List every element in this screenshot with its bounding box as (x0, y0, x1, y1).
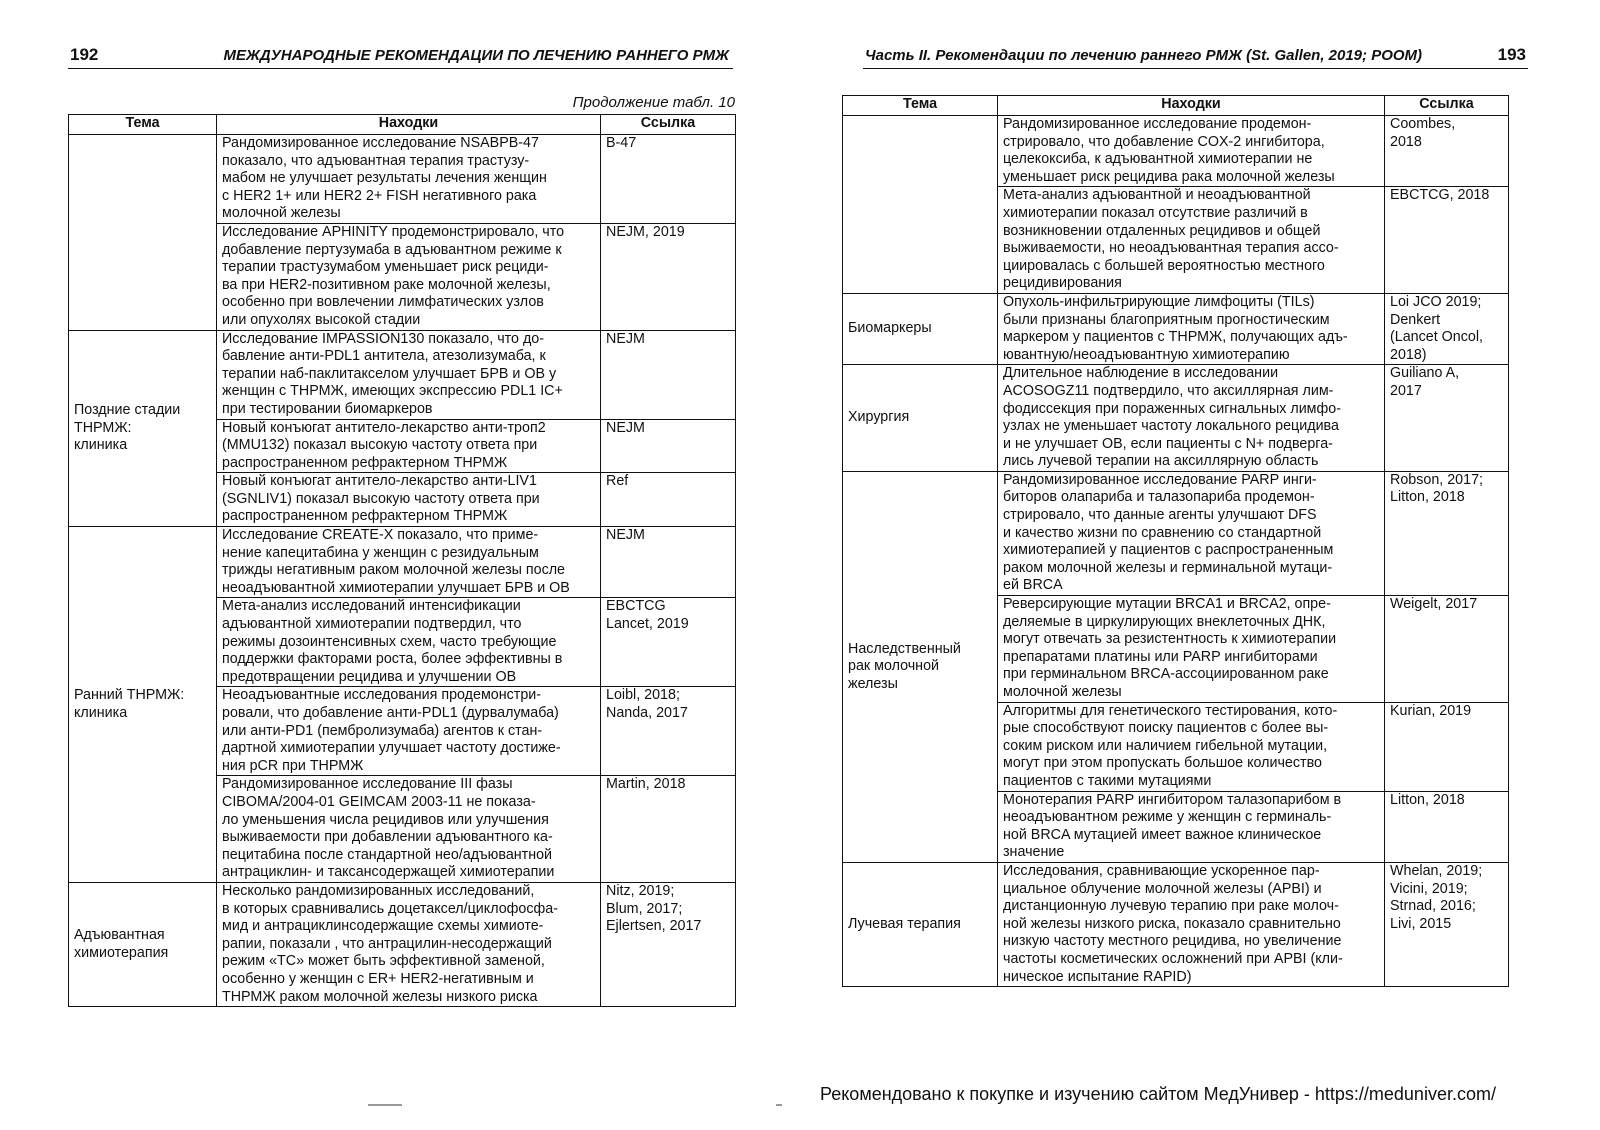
finding-cell (217, 419, 601, 473)
table-row (69, 882, 736, 1006)
reference-cell (601, 882, 736, 1006)
finding-line: Новый конъюгат антитело-лекарство анти-троп2 (222, 419, 546, 436)
finding-line: рые способствуют поиску пациентов с более вы- (1003, 720, 1329, 737)
topic-cell (843, 471, 998, 862)
finding-line: ническое испытание RAPID) (1003, 968, 1192, 985)
finding-line: стрировало, что добавление COX-2 ингибитора, (1003, 133, 1325, 150)
finding-cell (217, 882, 601, 1006)
reference-line: 2018) (1390, 346, 1427, 363)
finding-cell (998, 293, 1385, 364)
reference-line: (Lancet Oncol, (1390, 329, 1483, 346)
finding-line: Мета-анализ исследований интенсификации (222, 598, 521, 615)
finding-line: женщин с ТНРМЖ, имеющих экспрессию PDL1 IC+ (222, 383, 563, 400)
finding-line: (SGNLIV1) показал высокую частоту ответа при (222, 490, 540, 507)
finding-line: возникновении отдаленных рецидивов и общей (1003, 222, 1321, 239)
finding-line: или опухолях высокой стадии (222, 311, 421, 328)
table-header-row (843, 96, 1509, 116)
topic-cell (843, 862, 998, 986)
right-running-title: Часть II. Рекомендации по лечению раннего РМЖ (St. Gallen, 2019; POOM) (865, 47, 1423, 64)
finding-cell (998, 791, 1385, 862)
topic-header: Тема (69, 115, 217, 135)
finding-line: химиотерапии показал отсутствие различий в (1003, 204, 1308, 221)
findings-header: Находки (217, 115, 601, 135)
finding-line: рапии, показали , что антрацилин-несодержащий (222, 935, 552, 952)
finding-line: ювантную/неоадъювантную химиотерапию (1003, 346, 1290, 363)
finding-cell (217, 330, 601, 419)
topic-cell (69, 135, 217, 331)
finding-line: препаратами платины или PARP ингибиторами (1003, 648, 1318, 665)
finding-line: или анти-PD1 (пембролизумаба) агентов к стан- (222, 722, 543, 739)
finding-line: мид и антрациклинсодержащие схемы химиоте- (222, 918, 544, 935)
finding-cell (217, 527, 601, 598)
finding-line: Монотерапия PARP ингибитором талазопарибом в (1003, 791, 1342, 808)
reference-line: Strnad, 2016; (1390, 898, 1476, 915)
reference-cell (1385, 596, 1509, 703)
bottom-mark (368, 1104, 402, 1106)
reference-cell (1385, 365, 1509, 472)
finding-cell (998, 862, 1385, 986)
findings-header: Находки (998, 96, 1385, 116)
topic-cell (69, 527, 217, 883)
finding-cell (998, 596, 1385, 703)
topic-line: Хирургия (848, 409, 910, 426)
finding-line: Рандомизированное исследование NSABPB-47 (222, 135, 539, 151)
finding-line: с HER2 1+ или HER2 2+ FISH негативного рака (222, 187, 537, 204)
finding-line: деляемые в циркулирующих внеклеточных ДНК, (1003, 613, 1326, 630)
finding-line: и не улучшает ОВ, если пациенты с N+ подверга- (1003, 435, 1333, 452)
topic-line: ТНРМЖ: (74, 419, 132, 436)
left-findings-table (68, 114, 736, 1007)
finding-line: стрировало, что данные агенты улучшают DFS (1003, 507, 1317, 524)
finding-line: особенно у женщин с ER+ HER2-негативным и (222, 970, 534, 987)
finding-line: поддержки факторами роста, более эффективны в (222, 651, 563, 668)
reference-cell (1385, 791, 1509, 862)
finding-line: ной железы низкого риска, показало сравнительно (1003, 915, 1341, 932)
reference-cell (601, 135, 736, 224)
topic-line: Ранний ТНРМЖ: (74, 686, 185, 703)
reference-cell (601, 419, 736, 473)
finding-cell (217, 776, 601, 883)
reference-line: Denkert (1390, 311, 1441, 328)
reference-cell (1385, 471, 1509, 595)
table-row (69, 527, 736, 598)
reference-line: Litton, 2018 (1390, 489, 1465, 506)
left-page (0, 0, 790, 1130)
reference-line: Lancet, 2019 (606, 616, 689, 633)
reference-cell (1385, 293, 1509, 364)
finding-line: неоадъювантном режиме у женщин с герминаль- (1003, 809, 1332, 826)
reference-line: EBCTCG (606, 598, 666, 615)
table-continuation-caption: Продолжение табл. 10 (572, 94, 735, 111)
right-page-number: 193 (1497, 45, 1526, 64)
left-running-title: МЕЖДУНАРОДНЫЕ РЕКОМЕНДАЦИИ ПО ЛЕЧЕНИЮ РАННЕГО РМЖ (223, 47, 729, 64)
finding-line: низкую частоту местного рецидива, но увеличение (1003, 933, 1342, 950)
finding-line: Исследования, сравнивающие ускоренное пар- (1003, 862, 1320, 879)
finding-line: Рандомизированное исследование III фазы (222, 776, 513, 793)
topic-line: Адъювантная (74, 926, 165, 943)
topic-cell (843, 293, 998, 364)
finding-line: при герминальном BRCA-ассоциированном раке (1003, 666, 1329, 683)
reference-cell (601, 776, 736, 883)
reference-line: Kurian, 2019 (1390, 702, 1472, 719)
reference-cell (1385, 862, 1509, 986)
right-findings-table (842, 95, 1509, 987)
topic-line: рак молочной (848, 658, 940, 675)
reference-cell (1385, 702, 1509, 791)
reference-cell (601, 687, 736, 776)
finding-line: и качество жизни по сравнению со стандартной (1003, 524, 1322, 541)
topic-line: Лучевая терапия (848, 915, 961, 932)
reference-line: Nitz, 2019; (606, 882, 675, 899)
finding-line: циировалась с большей вероятностью местного (1003, 257, 1325, 274)
finding-line: дистанционную лучевую терапию при раке молоч- (1003, 898, 1339, 915)
finding-line: режимы дозоинтенсивных схем, часто требующие (222, 633, 557, 650)
finding-line: Рандомизированное исследование продемон- (1003, 116, 1312, 132)
finding-cell (217, 473, 601, 527)
reference-line: Nanda, 2017 (606, 705, 688, 721)
reference-cell (601, 330, 736, 419)
finding-line: Длительное наблюдение в исследовании (1003, 365, 1279, 382)
finding-line: мабом не улучшает результаты лечения женщин (222, 170, 547, 187)
finding-line: неоадъювантной химиотерапии улучшает БРВ и ОВ (222, 579, 570, 596)
finding-line: CIBOMA/2004-01 GEIMCAM 2003-11 не показа- (222, 793, 536, 810)
right-running-header (863, 44, 1528, 69)
finding-line: Реверсирующие мутации BRCA1 и BRCA2, опре- (1003, 596, 1331, 613)
finding-line: Исследование IMPASSION130 показало, что до- (222, 330, 545, 347)
finding-line: терапии наб-паклитакселом улучшает БРВ и ОВ у (222, 365, 557, 382)
finding-line: в которых сравнивались доцетаксел/циклофосфа- (222, 900, 558, 917)
finding-cell (998, 116, 1385, 187)
reference-cell (1385, 187, 1509, 294)
reference-line: Martin, 2018 (606, 776, 686, 793)
reference-line: NEJM, 2019 (606, 223, 685, 240)
reference-header: Ссылка (1385, 96, 1509, 116)
finding-line: дартной химиотерапии улучшает частоту достиже- (222, 740, 561, 757)
table-row (843, 365, 1509, 472)
reference-line: NEJM (606, 330, 645, 347)
finding-line: Мета-анализ адъювантной и неоадъювантной (1003, 187, 1311, 204)
reference-cell (601, 598, 736, 687)
topic-cell (69, 330, 217, 527)
finding-line: Опухоль-инфильтрирующие лимфоциты (TILs) (1003, 293, 1315, 310)
left-page-number: 192 (70, 45, 99, 64)
finding-line: раком молочной железы и герминальной мутаци- (1003, 559, 1333, 576)
table-row (843, 116, 1509, 187)
finding-line: ло уменьшения числа рецидивов или улучшения (222, 811, 549, 828)
finding-line: выживаемости, но неоадъювантная терапия ассо- (1003, 240, 1339, 257)
finding-cell (217, 135, 601, 224)
finding-line: терапии трастузумабом уменьшает риск рециди- (222, 259, 549, 276)
table-row (69, 135, 736, 224)
finding-line: предотвращении рецидива и улучшении ОВ (222, 668, 517, 685)
finding-line: циальное облучение молочной железы (APBI) и (1003, 880, 1322, 897)
finding-line: ва при HER2-позитивном раке молочной железы, (222, 276, 551, 293)
finding-line: Исследование CREATE-X показало, что приме- (222, 527, 539, 544)
finding-cell (998, 471, 1385, 595)
finding-line: могут отвечать за резистентность к химиотерапии (1003, 631, 1337, 648)
footer-watermark-text: Рекомендовано к покупке и изучению сайтом МедУнивер - https://meduniver.com/ (820, 1084, 1496, 1104)
topic-line: клиника (74, 437, 128, 454)
reference-line: Coombes, (1390, 116, 1456, 132)
reference-line: Livi, 2015 (1390, 915, 1452, 932)
finding-line: выживаемости при добавлении адъювантного ка- (222, 829, 553, 846)
finding-cell (998, 365, 1385, 472)
bottom-mark (776, 1104, 782, 1106)
finding-line: химиотерапией у пациентов с распространенным (1003, 542, 1334, 559)
finding-line: рецидивирования (1003, 275, 1122, 292)
table-row (843, 293, 1509, 364)
topic-cell (69, 882, 217, 1006)
finding-cell (998, 702, 1385, 791)
finding-line: Алгоритмы для генетического тестирования, кото- (1003, 702, 1338, 719)
reference-line: 2017 (1390, 382, 1422, 399)
finding-line: ния pCR при ТНРМЖ (222, 757, 364, 774)
topic-line: Наследственный (848, 640, 961, 657)
reference-line: Weigelt, 2017 (1390, 596, 1478, 613)
finding-line: при тестировании биомаркеров (222, 400, 433, 417)
reference-line: NEJM (606, 419, 645, 436)
finding-line: биторов олапариба и талазопариба продемон- (1003, 489, 1315, 506)
reference-line: EBCTCG, 2018 (1390, 187, 1490, 204)
finding-line: нение капецитабина у женщин с резидуальным (222, 544, 539, 561)
finding-line: Неоадъювантные исследования продемонстри- (222, 687, 542, 704)
finding-line: бавление анти-PDL1 антитела, атезолизумаба, к (222, 348, 546, 365)
finding-line: ровали, что добавление анти-PDL1 (дурвалумаба) (222, 705, 559, 721)
finding-line: уменьшает риск рецидива рака молочной железы (1003, 168, 1335, 185)
topic-line: химиотерапия (74, 944, 169, 961)
finding-line: значение (1003, 844, 1065, 861)
reference-line: Vicini, 2019; (1390, 880, 1468, 897)
table-row (843, 471, 1509, 595)
topic-line: клиника (74, 704, 128, 721)
finding-cell (217, 598, 601, 687)
finding-line: ей BRCA (1003, 577, 1063, 594)
reference-line: Robson, 2017; (1390, 471, 1483, 488)
finding-line: молочной железы (1003, 684, 1122, 700)
finding-line: Исследование APHINITY продемонстрировало, что (222, 223, 565, 240)
reference-line: Blum, 2017; (606, 900, 683, 917)
finding-line: (MMU132) показал высокую частоту ответа при (222, 437, 538, 454)
left-running-header (68, 44, 733, 69)
reference-cell (601, 473, 736, 527)
finding-line: добавление пертузумаба в адъювантном режиме к (222, 241, 562, 258)
reference-line: Litton, 2018 (1390, 791, 1465, 808)
reference-line: Whelan, 2019; (1390, 862, 1483, 879)
reference-line: 2018 (1390, 133, 1422, 150)
right-page (790, 0, 1600, 1130)
finding-line: режим «TC» может быть эффективной заменой, (222, 953, 545, 970)
topic-line: Биомаркеры (848, 320, 932, 337)
table-row (69, 330, 736, 419)
finding-line: Несколько рандомизированных исследований, (222, 882, 535, 899)
reference-line: B-47 (606, 135, 637, 151)
reference-cell (601, 527, 736, 598)
finding-line: узлах не уменьшает частоту локального рецидива (1003, 418, 1339, 435)
finding-line: антрациклин- и таксансодержащей химиотерапии (222, 864, 555, 881)
topic-cell (843, 116, 998, 294)
reference-line: Guiliano A, (1390, 365, 1460, 382)
topic-line: железы (848, 675, 898, 692)
finding-line: лись лучевой терапии на аксиллярную область (1003, 453, 1319, 470)
finding-line: особенно при вовлечении лимфатических узлов (222, 294, 544, 311)
finding-line: пациентов с такими мутациями (1003, 772, 1212, 789)
finding-line: трижды негативным раком молочной железы после (222, 562, 566, 579)
finding-line: Рандомизированное исследование PARP инги- (1003, 471, 1317, 488)
finding-line: целекоксиба, к адъювантной химиотерапии не (1003, 151, 1313, 168)
topic-line: Поздние стадии (74, 401, 181, 418)
finding-line: частоты косметических осложнений при APBI (кли- (1003, 950, 1343, 967)
finding-line: ной BRCA мутацией имеет важное клиническое (1003, 826, 1322, 843)
finding-line: пецитабина после стандартной нео/адъювантной (222, 846, 553, 863)
table-row (843, 862, 1509, 986)
finding-line: молочной железы (222, 205, 341, 222)
reference-line: NEJM (606, 527, 645, 544)
finding-cell (217, 223, 601, 330)
finding-line: фодиссекция при пораженных сигнальных лимфо- (1003, 400, 1341, 417)
reference-line: Ejlertsen, 2017 (606, 918, 702, 935)
reference-line: Loi JCO 2019; (1390, 293, 1482, 310)
reference-cell (1385, 116, 1509, 187)
finding-line: соким риском или наличием гибельной мутации, (1003, 737, 1328, 754)
finding-line: адъювантной химиотерапии подтвердил, что (222, 616, 522, 633)
finding-cell (998, 187, 1385, 294)
table-header-row (69, 115, 736, 135)
finding-line: Новый конъюгат антитело-лекарство анти-LIV1 (222, 473, 537, 490)
topic-cell (843, 365, 998, 472)
finding-line: могут при этом пропускать большое количество (1003, 755, 1322, 772)
reference-header: Ссылка (601, 115, 736, 135)
finding-line: ТНРМЖ раком молочной железы низкого риска (222, 988, 538, 1005)
finding-line: были признаны благоприятным прогностическим (1003, 311, 1330, 328)
finding-line: ACOSOGZ11 подтвердило, что аксиллярная лим- (1003, 382, 1334, 399)
reference-line: Ref (606, 473, 629, 490)
finding-cell (217, 687, 601, 776)
finding-line: маркером у пациентов с ТНРМЖ, получающих адъ- (1003, 329, 1348, 346)
finding-line: распространенном рефрактерном ТНРМЖ (222, 508, 508, 525)
topic-header: Тема (843, 96, 998, 116)
reference-cell (601, 223, 736, 330)
reference-line: Loibl, 2018; (606, 687, 680, 704)
finding-line: показало, что адъювантная терапия трастузу- (222, 152, 530, 169)
finding-line: распространенном рефрактерном ТНРМЖ (222, 454, 508, 471)
